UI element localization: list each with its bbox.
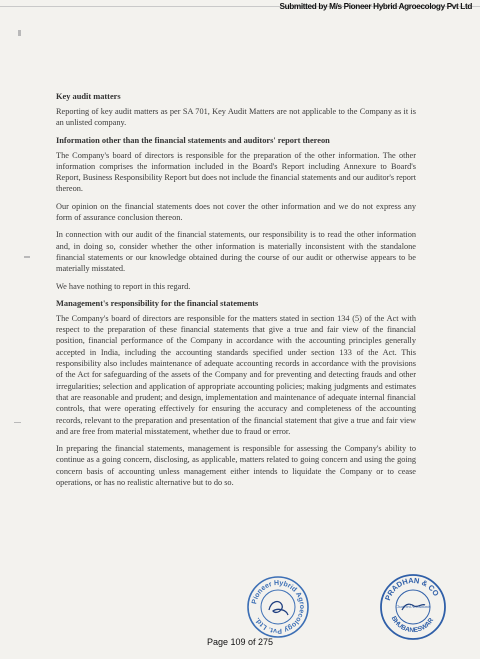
page-number: Page 109 of 275 [206,637,274,647]
auditor-seal-stamp [378,572,448,642]
svg-text:PRADHAN & CO: PRADHAN & CO [383,575,441,602]
scan-mark [18,30,21,36]
scan-mark [24,256,30,258]
other-info-paragraph-4: We have nothing to report in this regard. [56,281,191,291]
key-audit-heading: Key audit matters [56,92,121,101]
svg-text:Chartered Accountants: Chartered Accountants [395,605,431,609]
other-info-heading: Information other than the financial statements and auditors' report thereon [56,135,330,145]
other-info-paragraph-3: In connection with our audit of the financial statements, our responsibility is to read the other information and, in doing so, consider whether the other information is materially inconsistent with the standalone financial statements or our knowledge obtained during the course of our audit or otherwise appears to be materially misstated. [56,230,416,274]
company-seal-stamp [246,575,310,639]
management-paragraph-1: The Company's board of directors are responsible for the matters stated in section 134 (5) of the Act with respect to the preparation of these financial statements that give a true and fair view of the financial position, financial performance of the Company in accordance with the accounting principles generally accepted in India, including the accounting standards specified under section 133 of the Act. This responsibility also includes maintenance of adequate accounting records in accordance with the provisions of the Act for safeguarding of the assets of the Company and for preventing and detecting frauds and other irregularities; selection and application of appropriate accounting policies; making judgments and estimates that are reasonable and prudent; and design, implementation and maintenance of adequate internal financial controls, that were operating effectively for ensuring the accuracy and completeness of the accounting records, relevant to the preparation and presentation of the financial statement that give a true and fair view and are free from material misstatement, whether due to fraud or error. [56,313,416,436]
submitted-by-header: Submitted by M/s Pioneer Hybrid Agroecology Pvt Ltd [279,2,472,11]
svg-text:BHUBANESWAR: BHUBANESWAR [389,615,436,635]
management-paragraph-2: In preparing the financial statements, management is responsible for assessing the Company's ability to continue as a going concern, disclosing, as applicable, matters related to going concern and using the going concern basis of accounting unless management either intends to liquidate the Company or to cease operations, or has no realistic alternative but to do so. [56,444,416,488]
scan-mark [14,422,21,423]
svg-text:Pioneer Hybrid Agroecology Pvt: Pioneer Hybrid Agroecology Pvt. Ltd. [251,579,306,635]
other-info-paragraph-2: Our opinion on the financial statements does not cover the other information and we do not express any form of assurance conclusion thereon. [56,201,416,223]
key-audit-paragraph: Reporting of key audit matters as per SA 701, Key Audit Matters are not applicable to the Company as it is an unlisted company. [56,107,416,128]
other-info-paragraph-1: The Company's board of directors is responsible for the preparation of the other information. The other information comprises the information included in the Board's Report including Annexure to Board's Report, Business Responsibility Report but does not include the financial statements and our auditor's report thereon. [56,150,416,194]
management-heading: Management's responsibility for the financial statements [56,298,259,308]
document-body [56,91,416,494]
